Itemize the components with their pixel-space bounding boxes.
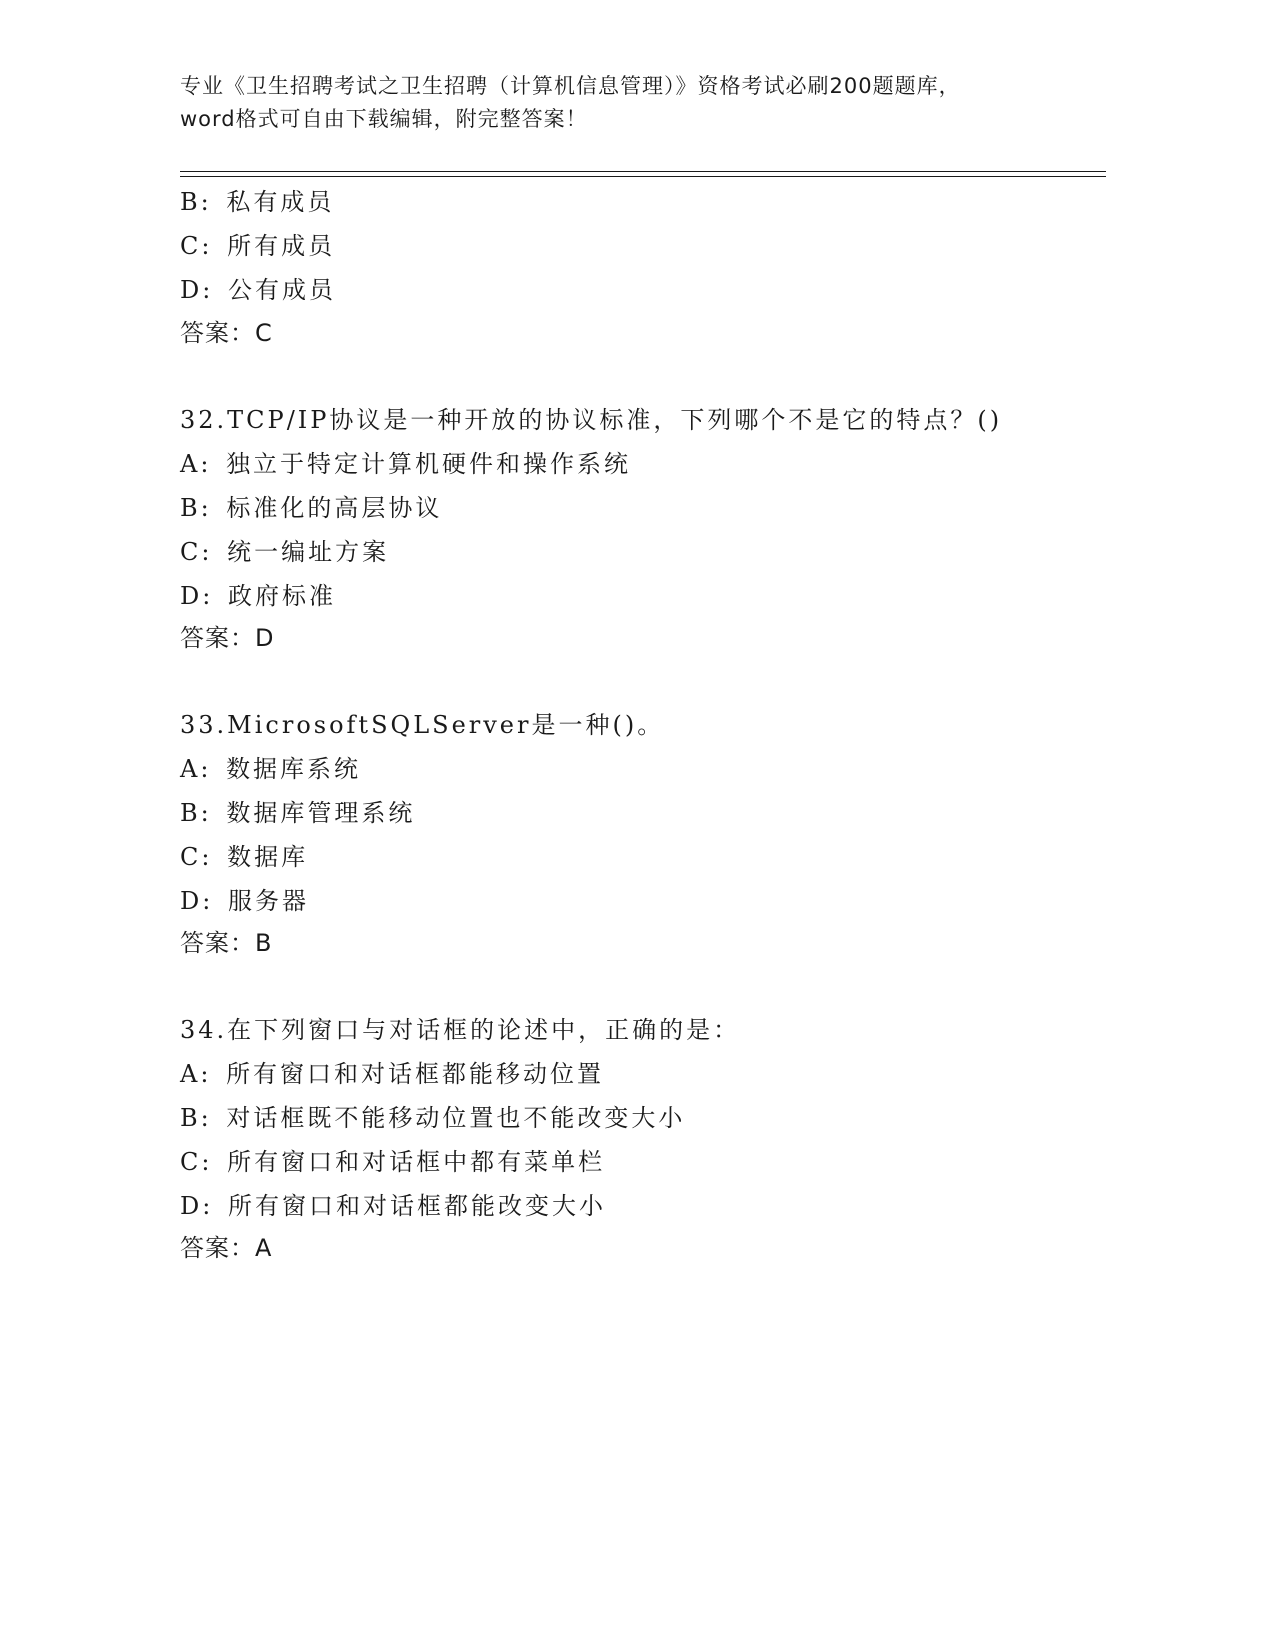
option-text: 对话框既不能移动位置也不能改变大小	[226, 1104, 686, 1132]
option-text: 所有窗口和对话框都能改变大小	[227, 1192, 606, 1220]
option-key: D:	[180, 1192, 214, 1220]
question-stem: 34.在下列窗口与对话框的论述中，正确的是：	[180, 1016, 741, 1044]
option-key: C:	[180, 538, 213, 566]
question-stem: 33.MicrosoftSQLServer是一种()。	[180, 711, 665, 739]
option-line	[180, 1146, 605, 1178]
option-line	[180, 492, 442, 524]
option-text: 数据库系统	[226, 755, 362, 783]
option-key: B:	[180, 1104, 212, 1132]
option-line	[180, 1058, 604, 1090]
option-text: 所有窗口和对话框中都有菜单栏	[227, 1148, 606, 1176]
option-line	[180, 274, 336, 306]
option-key: D:	[180, 276, 214, 304]
option-text: 所有成员	[227, 232, 336, 260]
option-text: 标准化的高层协议	[226, 494, 443, 522]
document-header	[180, 70, 1080, 136]
option-key: B:	[180, 188, 212, 216]
option-line	[180, 1102, 685, 1134]
option-key: C:	[180, 843, 213, 871]
option-key: B:	[180, 494, 212, 522]
option-text: 数据库	[227, 843, 309, 871]
option-text: 政府标准	[227, 582, 336, 610]
option-line	[180, 797, 415, 829]
option-text: 私有成员	[226, 188, 335, 216]
header-line-2: word格式可自由下载编辑，附完整答案！	[180, 107, 588, 131]
header-line-1: 专业《卫生招聘考试之卫生招聘（计算机信息管理）》资格考试必刷200题题库，	[180, 74, 961, 98]
answer-line: 答案：D	[180, 624, 275, 652]
option-line	[180, 580, 336, 612]
option-text: 数据库管理系统	[226, 799, 416, 827]
question-stem: 32.TCP/IP协议是一种开放的协议标准，下列哪个不是它的特点？()	[180, 406, 1003, 434]
option-line	[180, 448, 631, 480]
answer-line: 答案：C	[180, 319, 273, 347]
option-text: 独立于特定计算机硬件和操作系统	[226, 450, 632, 478]
option-key: A:	[180, 755, 212, 783]
option-line	[180, 186, 334, 218]
option-key: D:	[180, 887, 214, 915]
option-line	[180, 1190, 606, 1222]
header-divider	[180, 171, 1106, 177]
option-line	[180, 841, 308, 873]
option-key: C:	[180, 232, 213, 260]
answer-line: 答案：A	[180, 1234, 273, 1262]
option-key: A:	[180, 1060, 212, 1088]
option-text: 服务器	[227, 887, 309, 915]
option-line	[180, 885, 309, 917]
option-key: C:	[180, 1148, 213, 1176]
option-line	[180, 753, 361, 785]
option-key: A:	[180, 450, 212, 478]
option-text: 公有成员	[227, 276, 336, 304]
option-key: D:	[180, 582, 214, 610]
option-text: 统一编址方案	[227, 538, 390, 566]
option-line	[180, 536, 389, 568]
option-key: B:	[180, 799, 212, 827]
answer-line: 答案：B	[180, 929, 273, 957]
option-line	[180, 230, 335, 262]
option-text: 所有窗口和对话框都能移动位置	[226, 1060, 605, 1088]
